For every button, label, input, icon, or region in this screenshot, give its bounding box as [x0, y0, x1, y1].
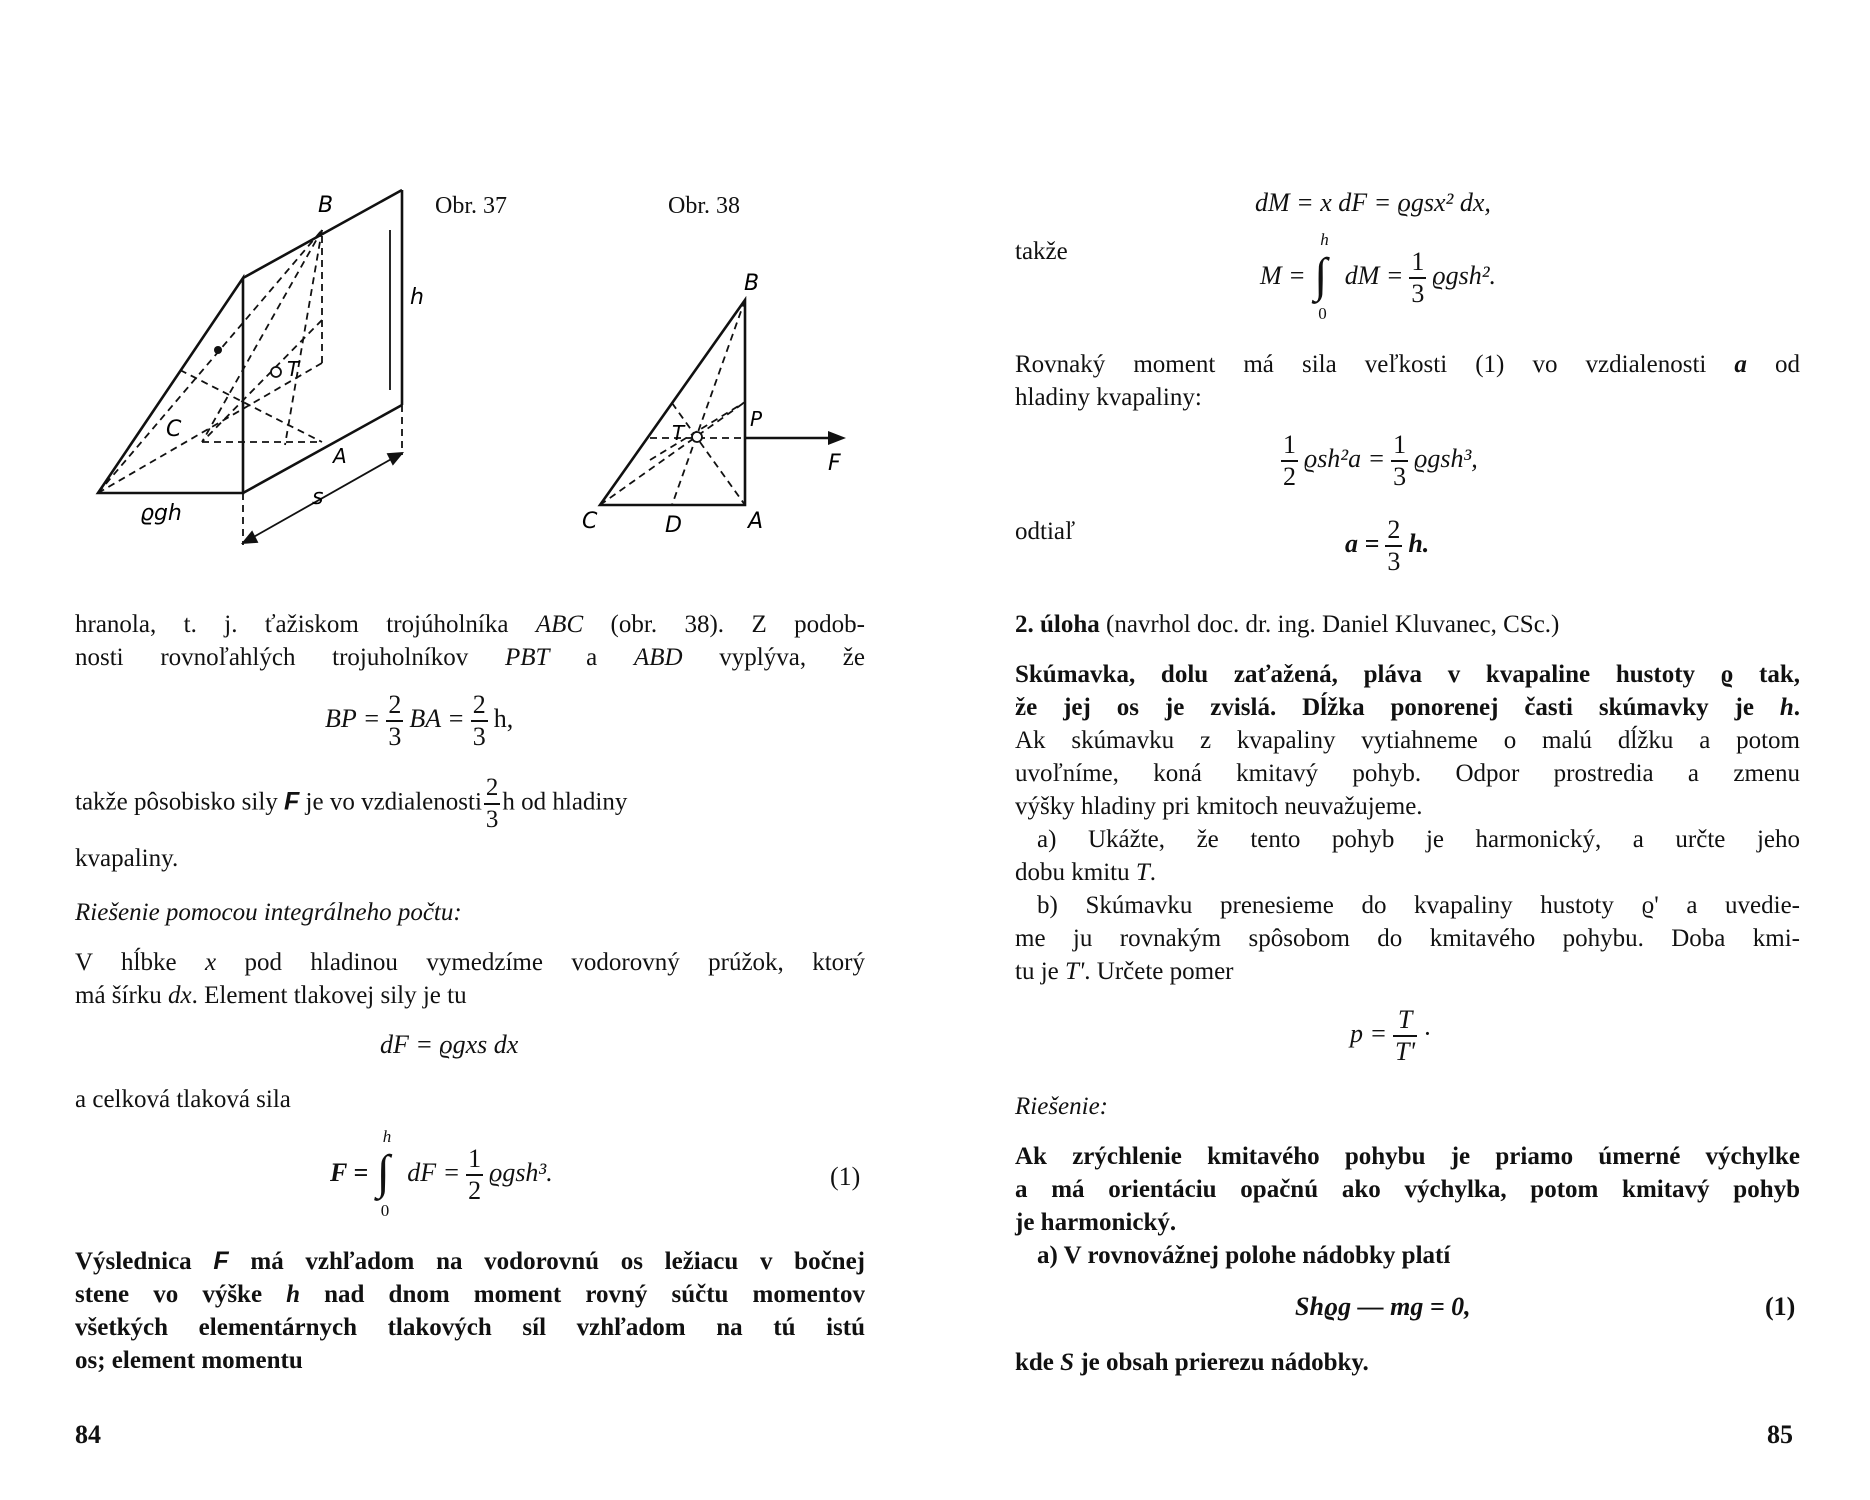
right-paragraph-3-line-3: je harmonický. — [1015, 1209, 1177, 1236]
left-paragraph-1-line-1: hranola, t. j. ťažiskom trojúholníka ABC (obr. 38). Z podob- — [75, 611, 865, 638]
task-2-line-4: uvoľníme, koná kmitavý pohyb. Odpor prostredia a zmenu — [1015, 760, 1800, 787]
integral-sign: ∫ h 0 — [376, 1127, 392, 1220]
figure-38-triangle — [570, 260, 860, 540]
right-paragraph-3-line-2: a má orientáciu opačnú ako výchylka, potom kmitavý pohyb — [1015, 1176, 1800, 1203]
equation-a: a = $\frac{2}{3}$ h. — [1345, 515, 1430, 576]
right-label-takze: takže — [1015, 238, 1068, 265]
task-2-line-3: Ak skúmavku z kvapaliny vytiahneme o malú dĺžku a potom — [1015, 727, 1800, 754]
left-paragraph-5-line-3: všetkých elementárnych tlakových síl vzhľadom na tú istú — [75, 1314, 865, 1341]
equation-df: dF = ϱgxs dx — [380, 1030, 519, 1059]
task-2-line-5: výšky hladiny pri kmitoch neuvažujeme. — [1015, 793, 1423, 820]
left-paragraph-1-line-2: nosti rovnoľahlých trojuholníkov PBT a ABD vyplýva, že — [75, 644, 866, 671]
equation-f-integral: F = ∫ h 0 dF = $\frac{1}{2}$ ϱgsh³. — [330, 1127, 553, 1220]
left-heading-integral: Riešenie pomocou integrálneho počtu: — [75, 899, 462, 926]
figure-37-prism — [90, 180, 430, 550]
fig38-label-A: A — [748, 509, 764, 534]
equation-p-ratio: p = $\frac{T}{T'}$ · — [1350, 1005, 1432, 1066]
equation-number-1-left: (1) — [830, 1162, 861, 1191]
integral-sign: ∫ h 0 — [1314, 230, 1329, 323]
fig37-label-C: C — [166, 417, 182, 442]
fig38-label-F: F — [828, 451, 841, 476]
fig38-label-T: T — [672, 421, 685, 445]
fig37-caption: Obr. 37 — [435, 193, 507, 219]
right-paragraph-1-line-1: Rovnaký moment má sila veľkosti (1) vo vzdialenosti a od — [1015, 351, 1800, 378]
right-paragraph-4: kde S je obsah prierezu nádobky. — [1015, 1349, 1369, 1376]
fig37-label-rgh: ϱgh — [140, 501, 182, 526]
equation-equilibrium: Shϱg — mg = 0, — [1295, 1292, 1471, 1321]
equation-moment-equal: $\frac{1}{2}$ ϱsh²a = $\frac{1}{3}$ ϱgsh³, — [1283, 430, 1478, 491]
equation-bp: BP = $\frac{2}{3}$ BA = $\frac{2}{3}$ h, — [325, 690, 514, 751]
task-2-line-9: me ju rovnakým spôsobom do kmitavého pohybu. Doba kmi- — [1015, 925, 1800, 952]
equation-number-1-right: (1) — [1765, 1292, 1796, 1321]
page-number-right: 85 — [1767, 1420, 1793, 1449]
left-paragraph-4: a celková tlaková sila — [75, 1086, 291, 1113]
right-paragraph-1-line-2: hladiny kvapaliny: — [1015, 384, 1202, 411]
fig37-label-B: B — [318, 193, 334, 218]
task-2-line-6: a) Ukážte, že tento pohyb je harmonický, a určte jeho — [1037, 826, 1800, 853]
fig37-label-A: A — [333, 444, 347, 468]
fig38-label-D: D — [665, 513, 682, 538]
task-2-heading: 2. úloha (navrhol doc. dr. ing. Daniel Kluvanec, CSc.) — [1015, 611, 1560, 638]
task-2-line-2: že jej os je zvislá. Dĺžka ponorenej časti skúmavky je h. — [1015, 694, 1800, 721]
left-paragraph-3-line-1: V hĺbke x pod hladinou vymedzíme vodorovný prúžok, ktorý — [75, 949, 865, 976]
page-number-left: 84 — [75, 1420, 101, 1449]
right-paragraph-3-line-1: Ak zrýchlenie kmitavého pohybu je priamo úmerné výchylke — [1015, 1143, 1800, 1170]
task-2-line-1: Skúmavka, dolu zaťažená, pláva v kvapaline hustoty ϱ tak, — [1015, 661, 1800, 688]
fig38-label-B: B — [744, 271, 760, 296]
fig37-label-h: h — [410, 285, 424, 310]
equation-m-integral: M = ∫ h 0 dM = $\frac{1}{3}$ ϱgsh². — [1260, 230, 1497, 323]
right-label-odtial: odtiaľ — [1015, 518, 1076, 545]
left-paragraph-2-line-1: takže pôsobisko sily F je vo vzdialenosti $\frac{2}{3}$ h od hladiny — [75, 774, 628, 833]
right-heading-solution: Riešenie: — [1015, 1093, 1109, 1120]
task-2-line-10: tu je T'. Určete pomer — [1015, 958, 1234, 985]
fig37-label-s: s — [312, 485, 324, 510]
fig38-label-C: C — [582, 509, 598, 534]
fig38-caption: Obr. 38 — [668, 193, 740, 219]
left-paragraph-5-line-1: Výslednica F má vzhľadom na vodorovnú os ležiacu v bočnej — [75, 1247, 865, 1275]
task-2-line-7: dobu kmitu T. — [1015, 859, 1156, 886]
left-paragraph-3-line-2: má šírku dx. Element tlakovej sily je tu — [75, 982, 467, 1009]
right-paragraph-3-line-4: a) V rovnovážnej polohe nádobky platí — [1037, 1242, 1451, 1269]
fig38-label-P: P — [750, 407, 763, 431]
equation-dm: dM = x dF = ϱgsx² dx, — [1255, 188, 1491, 217]
task-2-line-8: b) Skúmavku prenesieme do kvapaliny hustoty ϱ' a uvedie- — [1037, 892, 1800, 919]
fig37-label-T: T — [287, 357, 300, 381]
left-paragraph-5-line-2: stene vo výške h nad dnom moment rovný súčtu momentov — [75, 1281, 865, 1308]
left-paragraph-5-line-4: os; element momentu — [75, 1347, 303, 1374]
left-paragraph-2-line-2: kvapaliny. — [75, 845, 179, 872]
right-page — [935, 0, 1870, 1500]
